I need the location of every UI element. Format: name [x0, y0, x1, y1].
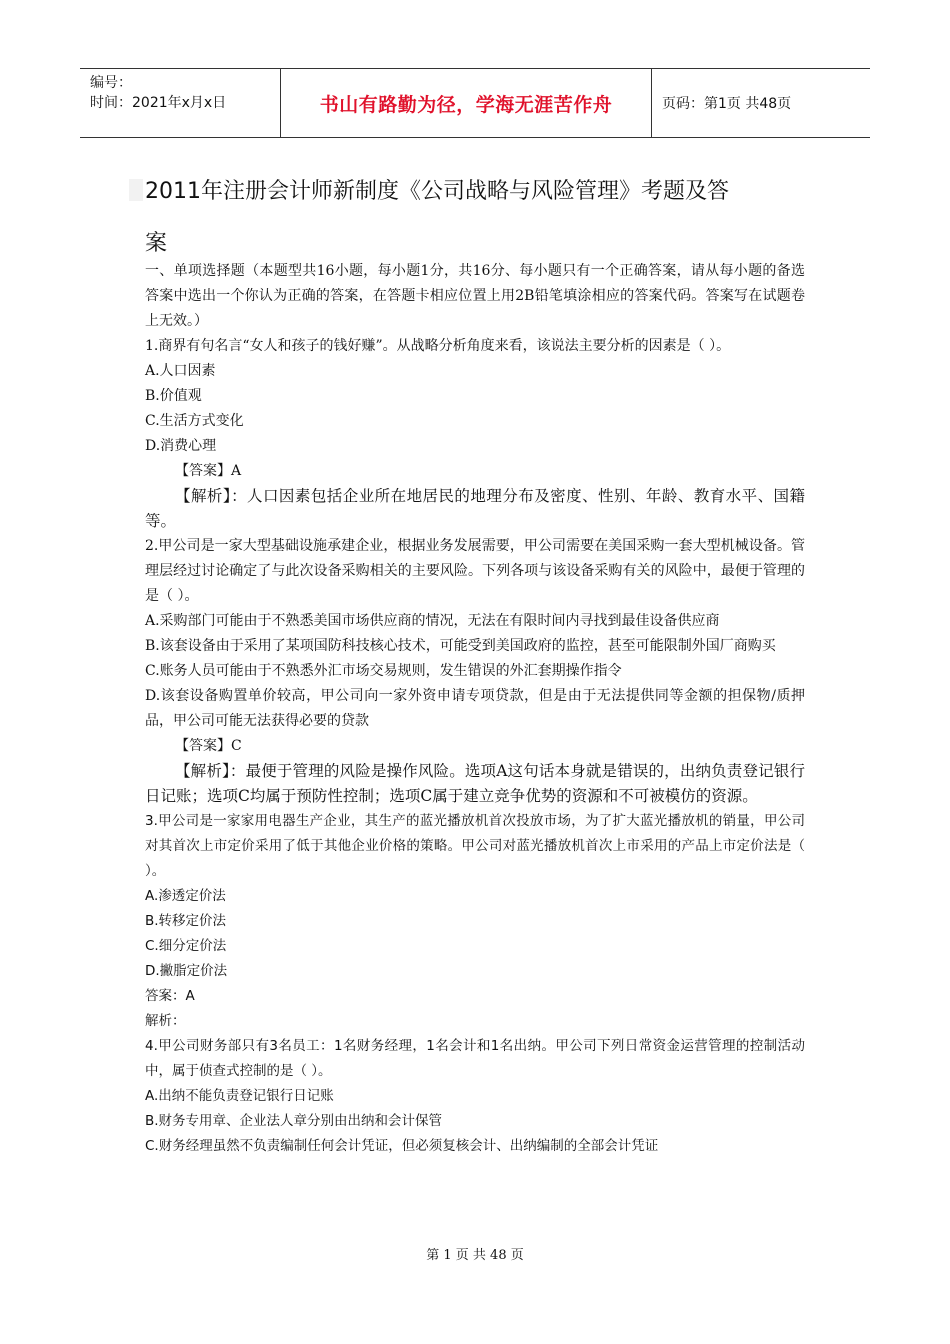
paragraph: 【答案】C — [175, 738, 242, 754]
header-motto: 书山有路勤为径，学海无涯苦作舟 — [280, 69, 652, 137]
paragraph: D.消费心理 — [145, 438, 217, 454]
page-footer: 第 1 页 共 48 页 — [426, 1248, 524, 1263]
paragraph: B.价值观 — [145, 388, 202, 404]
document-number-label: 编号： — [90, 75, 132, 91]
paragraph: A.渗透定价法 — [145, 888, 226, 904]
paragraph: A.人口因素 — [145, 363, 216, 379]
title-line-1: 2011年注册会计师新制度《公司战略与风险管理》考题及答 — [145, 179, 729, 204]
paragraph: C.细分定价法 — [145, 938, 227, 954]
paragraph: A.出纳不能负责登记银行日记账 — [145, 1088, 334, 1104]
paragraph: 解析： — [145, 1013, 186, 1029]
header-meta-cell — [80, 69, 280, 137]
document-title — [145, 166, 805, 270]
paragraph: B.财务专用章、企业法人章分别由出纳和会计保管 — [145, 1113, 443, 1129]
paragraph: 【解析】：最便于管理的风险是操作风险。选项A这句话本身就是错误的，出纳负责登记银行日记账；选项C均属于预防性控制；选项C属于建立竞争优势的资源和不可被模仿的资源。 — [145, 762, 805, 805]
paragraph: D.撇脂定价法 — [145, 963, 228, 979]
paragraph: 2.甲公司是一家大型基础设施承建企业，根据业务发展需要，甲公司需要在美国采购一套大型机械设备。管理层经过讨论确定了与此次设备采购相关的主要风险。下列各项与该设备采购有关的风险中，最便于管理的是（ ）。 — [145, 538, 805, 604]
document-time-label: 时间：2021年x月x日 — [90, 95, 227, 111]
header-table — [80, 68, 870, 138]
paragraph: 【答案】A — [175, 463, 242, 479]
paragraph: B.该套设备由于采用了某项国防科技核心技术，可能受到美国政府的监控，甚至可能限制外国厂商购买 — [145, 638, 776, 654]
title-line-2: 案 — [145, 231, 168, 256]
paragraph: B.转移定价法 — [145, 913, 227, 929]
paragraph: C.账务人员可能由于不熟悉外汇市场交易规则，发生错误的外汇套期操作指令 — [145, 663, 622, 679]
header-page-info: 页码：第1页 共48页 — [662, 96, 792, 112]
paragraph: 答案：A — [145, 988, 195, 1004]
paragraph: 1.商界有句名言“女人和孩子的钱好赚”。从战略分析角度来看，该说法主要分析的因素是（ ）。 — [145, 338, 731, 354]
paragraph: 【解析】：人口因素包括企业所在地居民的地理分布及密度、性别、年龄、教育水平、国籍等。 — [145, 487, 805, 530]
paragraph: 3.甲公司是一家家用电器生产企业，其生产的蓝光播放机首次投放市场，为了扩大蓝光播放机的销量，甲公司对其首次上市定价采用了低于其他企业价格的策略。甲公司对蓝光播放机首次上市采用的产品上市定价法是（ ）。 — [145, 813, 805, 879]
paragraph: C.财务经理虽然不负责编制任何会计凭证，但必须复核会计、出纳编制的全部会计凭证 — [145, 1138, 659, 1154]
paragraph: D.该套设备购置单价较高，甲公司向一家外资申请专项贷款，但是由于无法提供同等金额的担保物/质押品，甲公司可能无法获得必要的贷款 — [145, 688, 805, 729]
title-marker — [129, 179, 143, 201]
paragraph: 4.甲公司财务部只有3名员工：1名财务经理，1名会计和1名出纳。甲公司下列日常资金运营管理的控制活动中，属于侦查式控制的是（ ）。 — [145, 1038, 805, 1079]
paragraph: A.采购部门可能由于不熟悉美国市场供应商的情况，无法在有限时间内寻找到最佳设备供应商 — [145, 613, 720, 629]
document-body — [145, 259, 805, 1159]
paragraph: C.生活方式变化 — [145, 413, 244, 429]
paragraph: 一、单项选择题（本题型共16小题，每小题1分，共16分、每小题只有一个正确答案，请从每小题的备选答案中选出一个你认为正确的答案，在答题卡相应位置上用2B铅笔填涂相应的答案代码。答案写在试题卷上无效。） — [145, 263, 805, 329]
